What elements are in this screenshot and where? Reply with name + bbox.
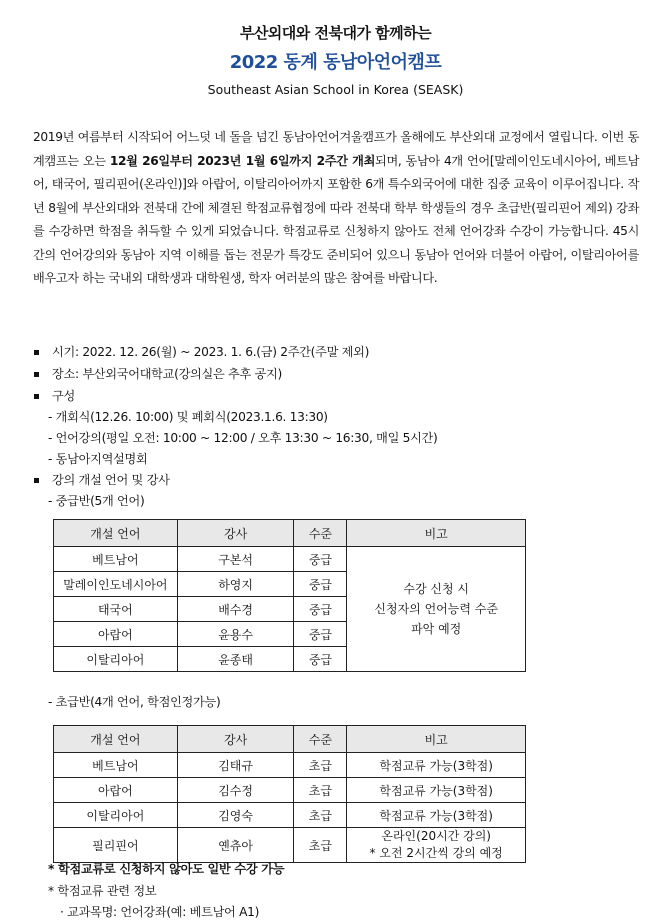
table-row bbox=[54, 753, 526, 778]
cell-language: 베트남어 bbox=[54, 753, 178, 778]
header-language: 개설 언어 bbox=[54, 520, 178, 547]
cell-language: 아랍어 bbox=[54, 622, 178, 647]
header-level: 수준 bbox=[294, 726, 347, 753]
cell-language: 아랍어 bbox=[54, 778, 178, 803]
header-level: 수준 bbox=[294, 520, 347, 547]
place-item: 장소: 부산외국어대학교(강의실은 추후 공지) bbox=[52, 367, 282, 381]
cell-instructor: 옌츄아 bbox=[177, 828, 294, 863]
cell-note-merged bbox=[347, 547, 526, 672]
header-language: 개설 언어 bbox=[54, 726, 178, 753]
cell-note: 학점교류 가능(3학점) bbox=[347, 753, 526, 778]
cell-language: 베트남어 bbox=[54, 547, 178, 572]
composition-sub-2: - 언어강의(평일 오전: 10:00 ~ 12:00 / 오후 13:30 ~ 16:30, 매일 5시간) bbox=[48, 431, 438, 445]
cell-level: 중급 bbox=[294, 597, 347, 622]
composition-sub-1: - 개회식(12.26. 10:00) 및 폐회식(2023.1.6. 13:30) bbox=[48, 410, 328, 424]
cell-level: 중급 bbox=[294, 647, 347, 672]
cell-level: 중급 bbox=[294, 572, 347, 597]
courses-item: 강의 개설 언어 및 강사 bbox=[52, 473, 170, 487]
header-note: 비고 bbox=[347, 520, 526, 547]
basic-level-label: - 초급반(4개 언어, 학점인정가능) bbox=[48, 695, 221, 709]
cell-note: 학점교류 가능(3학점) bbox=[347, 778, 526, 803]
bullet-icon bbox=[34, 372, 39, 377]
table-row bbox=[54, 803, 526, 828]
cell-instructor: 배수경 bbox=[177, 597, 294, 622]
intro-text-2: 되며, 동남아 4개 언어[말레이인도네시아어, 베트남어, 태국어, 필리핀어(온라인)]와 아랍어, 이탈리아어까지 포함한 6개 특수외국어에 대한 집중 교육이 이루어집니다. 작년 8월에 부산외대와 전북대 간에 체결된 학점교류협정에 따라 전북대 학부 학생들의 경우 초급반(필리핀어 제외) 강좌를 수강하면 학점을 취득할 수 있게 되었습니다. 학점교류로 신청하지 않아도 전체 언어강좌 수강이 가능합니다. 45시간의 언어강의와 동남아 지역 이해를 돕는 전문가 특강도 준비되어 있으니 동남아 언어와 더불어 아랍어, 이탈리아어를 배우고자 하는 국내외 대학생과 대학원생, 학자 여러분의 많은 참여를 바랍니다. bbox=[33, 153, 639, 285]
basic-course-table bbox=[53, 725, 526, 863]
cell-instructor: 윤종태 bbox=[177, 647, 294, 672]
table-header-row bbox=[54, 520, 526, 547]
intro-bold-dates: 12월 26일부터 2023년 1월 6일까지 2주간 개최 bbox=[109, 153, 376, 168]
bullet-icon bbox=[34, 478, 39, 483]
table-header-row bbox=[54, 726, 526, 753]
cell-instructor: 김영숙 bbox=[177, 803, 294, 828]
cell-level: 중급 bbox=[294, 547, 347, 572]
page-title: 2022 동계 동남아언어캠프 bbox=[229, 52, 442, 73]
cell-level: 초급 bbox=[294, 753, 347, 778]
header-note: 비고 bbox=[347, 726, 526, 753]
cell-instructor: 윤용수 bbox=[177, 622, 294, 647]
cell-language: 태국어 bbox=[54, 597, 178, 622]
header-line: 부산외대와 전북대가 함께하는 bbox=[239, 24, 432, 42]
bullet-icon bbox=[34, 350, 39, 355]
composition-item: 구성 bbox=[52, 389, 75, 403]
cell-note: 학점교류 가능(3학점) bbox=[347, 803, 526, 828]
table-row bbox=[54, 828, 526, 863]
footnote-credit-info: * 학점교류 관련 정보 bbox=[48, 884, 157, 898]
cell-language: 이탈리아어 bbox=[54, 803, 178, 828]
period-item: 시기: 2022. 12. 26(월) ~ 2023. 1. 6.(금) 2주간(주말 제외) bbox=[52, 345, 370, 359]
cell-instructor: 구본석 bbox=[177, 547, 294, 572]
footnote-course-name: · 교과목명: 언어강좌(예: 베트남어 A1) bbox=[60, 905, 260, 919]
bullet-icon bbox=[34, 394, 39, 399]
cell-level: 중급 bbox=[294, 622, 347, 647]
cell-level: 초급 bbox=[294, 803, 347, 828]
mid-level-label: - 중급반(5개 언어) bbox=[48, 494, 145, 508]
cell-instructor: 김태규 bbox=[177, 753, 294, 778]
cell-instructor: 하영지 bbox=[177, 572, 294, 597]
note-line: 온라인(20시간 강의) bbox=[381, 829, 491, 843]
cell-language: 필리핀어 bbox=[54, 828, 178, 863]
cell-note bbox=[347, 828, 526, 863]
footnote-general: * 학점교류로 신청하지 않아도 일반 수강 가능 bbox=[48, 862, 285, 876]
mid-course-table bbox=[53, 519, 526, 672]
cell-language: 이탈리아어 bbox=[54, 647, 178, 672]
note-line: 신청자의 언어능력 수준 bbox=[374, 602, 498, 616]
cell-instructor: 김수정 bbox=[177, 778, 294, 803]
cell-level: 초급 bbox=[294, 778, 347, 803]
header-instructor: 강사 bbox=[177, 726, 294, 753]
intro-paragraph bbox=[33, 126, 639, 291]
cell-level: 초급 bbox=[294, 828, 347, 863]
note-line: 수강 신청 시 bbox=[403, 582, 469, 596]
header-instructor: 강사 bbox=[177, 520, 294, 547]
page-subtitle: Southeast Asian School in Korea (SEASK) bbox=[207, 82, 464, 97]
table-row bbox=[54, 547, 526, 572]
note-line: * 오전 2시간씩 강의 예정 bbox=[369, 846, 503, 860]
table-row bbox=[54, 778, 526, 803]
cell-language: 말레이인도네시아어 bbox=[54, 572, 178, 597]
note-line: 파악 예정 bbox=[411, 622, 462, 636]
intro-text-1: 2019년 여름부터 시작되어 어느덧 네 돌을 넘긴 동남아언어겨울캠프가 올해에도 부산외대 교정에서 열립니다. 이번 동계캠프는 오는 bbox=[33, 130, 639, 168]
composition-sub-3: - 동남아지역설명회 bbox=[48, 452, 148, 466]
